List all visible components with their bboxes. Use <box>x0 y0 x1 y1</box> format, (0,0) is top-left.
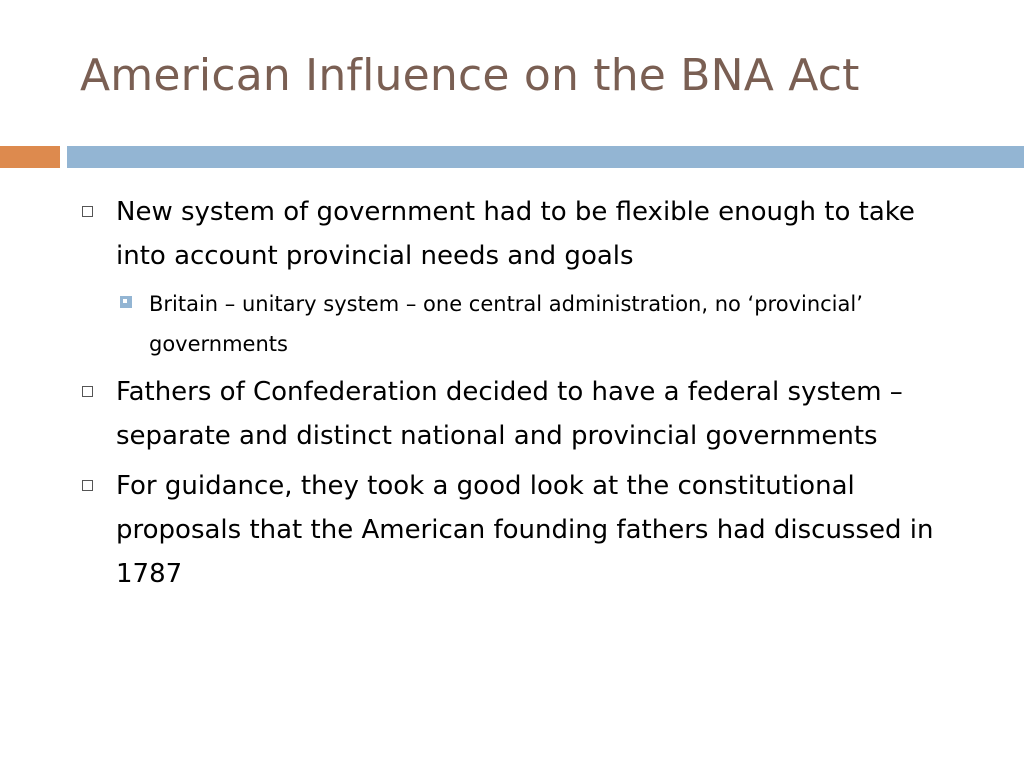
bullet-text: New system of government had to be flexible enough to take into account provincial needs and goals <box>116 197 915 271</box>
title-accent-bar-blue <box>67 146 1024 168</box>
slide-title: American Influence on the BNA Act <box>80 50 860 101</box>
hollow-square-bullet-icon <box>82 206 93 217</box>
hollow-square-bullet-icon <box>82 386 93 397</box>
hollow-square-bullet-icon <box>82 480 93 491</box>
bullet-item <box>80 370 960 458</box>
title-accent-bar-orange <box>0 146 60 168</box>
bullet-list <box>80 190 960 602</box>
sub-bullet-item <box>116 284 960 364</box>
bullet-item <box>80 464 960 596</box>
filled-square-bullet-icon <box>120 296 132 308</box>
bullet-text: Fathers of Confederation decided to have a federal system – separate and distinct national and provincial governments <box>116 377 903 451</box>
bullet-text: For guidance, they took a good look at the constitutional proposals that the American founding fathers had discussed in 1787 <box>116 471 934 589</box>
sub-bullet-text: Britain – unitary system – one central administration, no ‘provincial’ governments <box>149 292 863 356</box>
bullet-item <box>80 190 960 278</box>
